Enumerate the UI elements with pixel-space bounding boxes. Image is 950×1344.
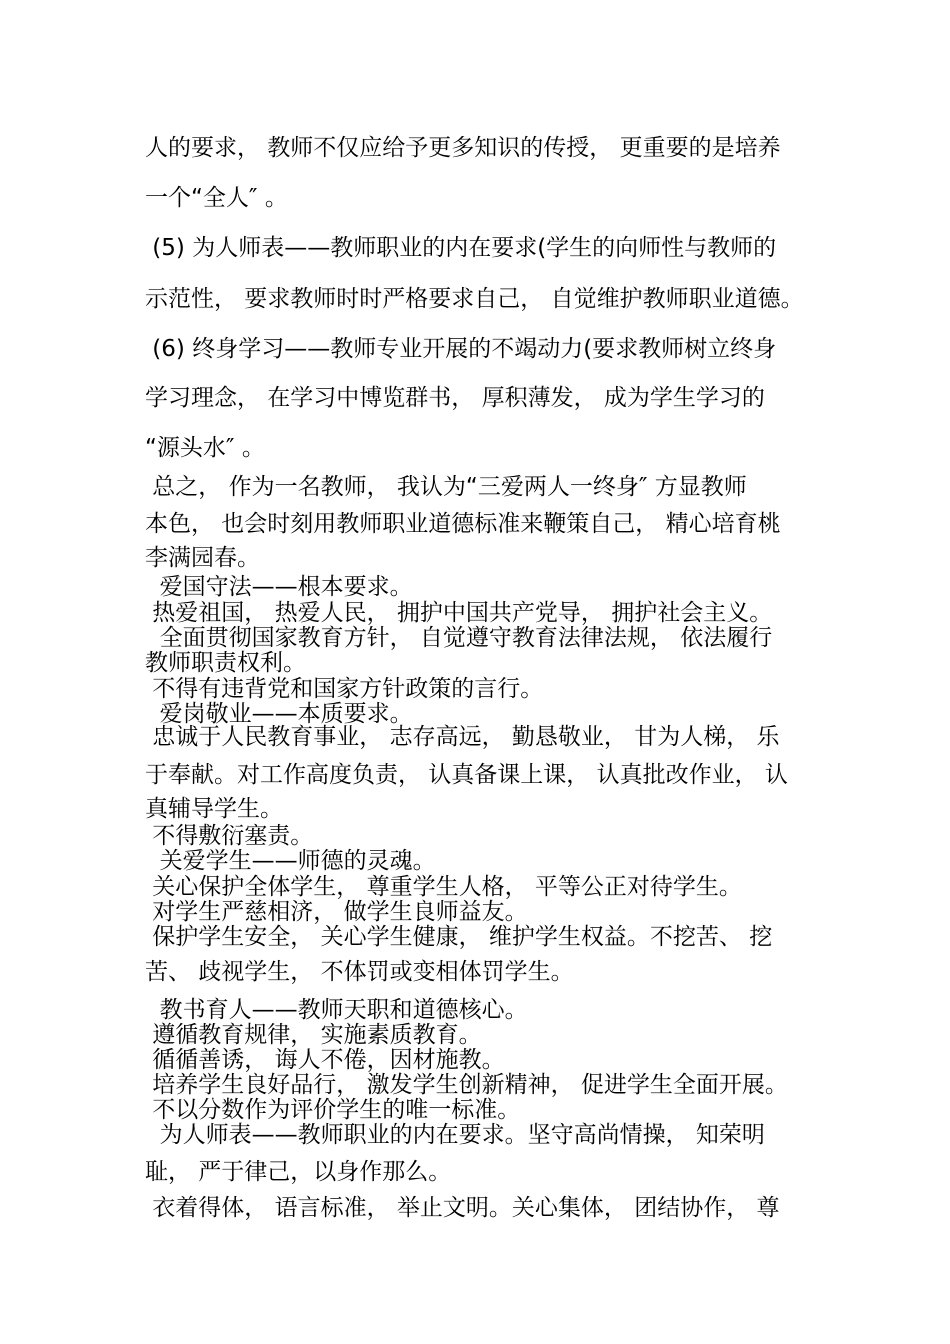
section-heading: 关爱学生——师德的灵魂。 bbox=[145, 848, 436, 874]
text-line: 不得有违背党和国家方针政策的言行。 bbox=[145, 676, 544, 702]
text-line: 耻， 严于律己，以身作那么。 bbox=[145, 1159, 452, 1185]
text-line: 一个“全人″ 。 bbox=[145, 185, 288, 211]
text-line: 学习理念， 在学习中博览群书， 厚积薄发， 成为学生学习的 bbox=[145, 385, 765, 411]
text-line: 于奉献。对工作高度负责， 认真备课上课， 认真批改作业， 认 bbox=[145, 762, 788, 788]
section-heading: 爱国守法——根本要求。 bbox=[145, 574, 413, 600]
text-line: 本色， 也会时刻用教师职业道德标准来鞭策自己， 精心培育桃 bbox=[145, 511, 781, 537]
text-line: 对学生严慈相济， 做学生良师益友。 bbox=[145, 899, 528, 925]
text-line: 保护学生安全， 关心学生健康， 维护学生权益。不挖苦、 挖 bbox=[145, 924, 773, 950]
text-line: 忠诚于人民教育事业， 志存高远， 勤恳敬业， 甘为人梯， 乐 bbox=[145, 724, 780, 750]
text-line: 培养学生良好品行， 激发学生创新精神， 促进学生全面开展。 bbox=[145, 1072, 788, 1098]
section-heading: 为人师表——教师职业的内在要求。坚守高尚情操， 知荣明 bbox=[145, 1122, 765, 1148]
text-line: 循循善诱， 诲人不倦，因材施教。 bbox=[145, 1047, 505, 1073]
text-line: “源头水″ 。 bbox=[145, 435, 265, 461]
section-heading: 教书育人——教师天职和道德核心。 bbox=[145, 997, 528, 1023]
text-line: (6) 终身学习——教师专业开展的不竭动力(要求教师树立终身 bbox=[145, 336, 777, 362]
text-line: 苦、 歧视学生， 不体罚或变相体罚学生。 bbox=[145, 959, 574, 985]
text-line: 真辅导学生。 bbox=[145, 796, 283, 822]
text-line: (5) 为人师表——教师职业的内在要求(学生的向师性与教师的 bbox=[145, 235, 777, 261]
text-line: 教师职责权利。 bbox=[145, 650, 306, 676]
text-line: 遵循教育规律， 实施素质教育。 bbox=[145, 1022, 482, 1048]
text-line: 全面贯彻国家教育方针， 自觉遵守教育法律法规， 依法履行 bbox=[145, 625, 773, 651]
text-line: 不以分数作为评价学生的唯一标准。 bbox=[145, 1097, 521, 1123]
text-line: 不得敷衍塞责。 bbox=[145, 823, 314, 849]
text-line: 热爱祖国， 热爱人民， 拥护中国共产党导， 拥护社会主义。 bbox=[145, 600, 773, 626]
text-line: 总之， 作为一名教师， 我认为“三爱两人一终身″ 方显教师 bbox=[145, 474, 747, 500]
section-heading: 爱岗敬业——本质要求。 bbox=[145, 701, 413, 727]
text-line: 人的要求， 教师不仅应给予更多知识的传授， 更重要的是培养 bbox=[145, 135, 781, 161]
text-line: 关心保护全体学生， 尊重学生人格， 平等公正对待学生。 bbox=[145, 874, 742, 900]
text-line: 衣着得体， 语言标准， 举止文明。关心集体， 团结协作， 尊 bbox=[145, 1195, 780, 1221]
text-line: 李满园春。 bbox=[145, 545, 260, 571]
text-line: 示范性， 要求教师时时严格要求自己， 自觉维护教师职业道德。 bbox=[145, 286, 804, 312]
